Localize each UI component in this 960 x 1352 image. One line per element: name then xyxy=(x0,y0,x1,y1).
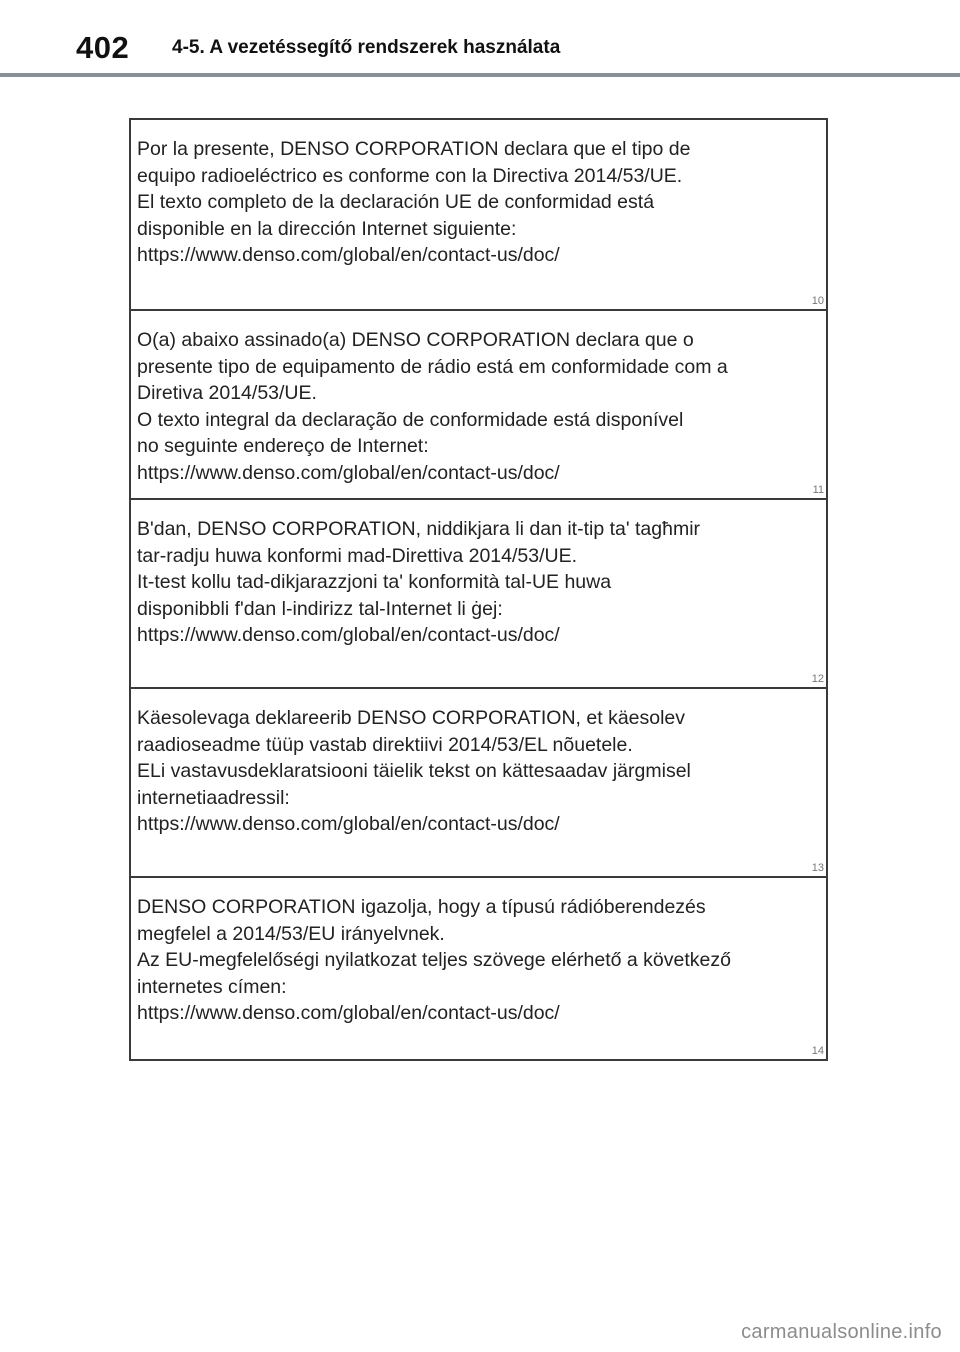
section-title: 4-5. A vezetéssegítő rendszerek használata xyxy=(172,37,561,58)
page-number: 402 xyxy=(76,30,130,65)
declaration-text: Por la presente, DENSO CORPORATION declara que el tipo de equipo radioeléctrico es conforme con la Directiva 2014/53/UE. El texto completo de la declaración UE de conformidad está disponible en la dirección Internet siguiente: https://www.denso.com/global/en/contact-us/doc/ xyxy=(137,138,691,266)
declaration-block-spanish xyxy=(131,120,826,309)
declaration-text: Käesolevaga deklareerib DENSO CORPORATION, et käesolev raadioseadme tüüp vastab direktiivi 2014/53/EL nõuetele. ELi vastavusdeklaratsiooni täielik tekst on kättesaadav järgmisel internetiaadressil: https://www.denso.com/global/en/contact-us/doc/ xyxy=(137,707,691,835)
page-header xyxy=(0,0,960,78)
declaration-block-estonian xyxy=(131,687,826,876)
declaration-block-portuguese xyxy=(131,309,826,498)
block-number: 14 xyxy=(811,1045,824,1057)
declaration-text: B'dan, DENSO CORPORATION, niddikjara li dan it-tip ta' tagħmir tar-radju huwa konformi mad-Direttiva 2014/53/UE. It-test kollu tad-dikjarazzjoni ta' konformità tal-UE huwa disponibbli f'dan l-indirizz tal-Internet li ġej: https://www.denso.com/global/en/contact-us/doc/ xyxy=(137,518,701,646)
block-number: 13 xyxy=(811,862,824,874)
declaration-text: DENSO CORPORATION igazolja, hogy a típusú rádióberendezés megfelel a 2014/53/EU irányelvnek. Az EU-megfelelőségi nyilatkozat teljes szövege elérhető a következő internetes címen: https://www.denso.com/global/en/contact-us/doc/ xyxy=(137,896,731,1024)
footer-watermark: carmanualsonline.info xyxy=(741,1321,942,1343)
block-number: 10 xyxy=(811,295,824,307)
declaration-block-maltese xyxy=(131,498,826,687)
declaration-block-hungarian xyxy=(131,876,826,1059)
block-number: 12 xyxy=(811,673,824,685)
declaration-text: O(a) abaixo assinado(a) DENSO CORPORATION declara que o presente tipo de equipamento de rádio está em conformidade com a Diretiva 2014/53/UE. O texto integral da declaração de conformidade está disponível no seguinte endereço de Internet: https://www.denso.com/global/en/contact-us/doc/ xyxy=(137,329,728,484)
declaration-table xyxy=(129,118,828,1061)
block-number: 11 xyxy=(812,484,824,496)
header-divider xyxy=(0,73,960,77)
